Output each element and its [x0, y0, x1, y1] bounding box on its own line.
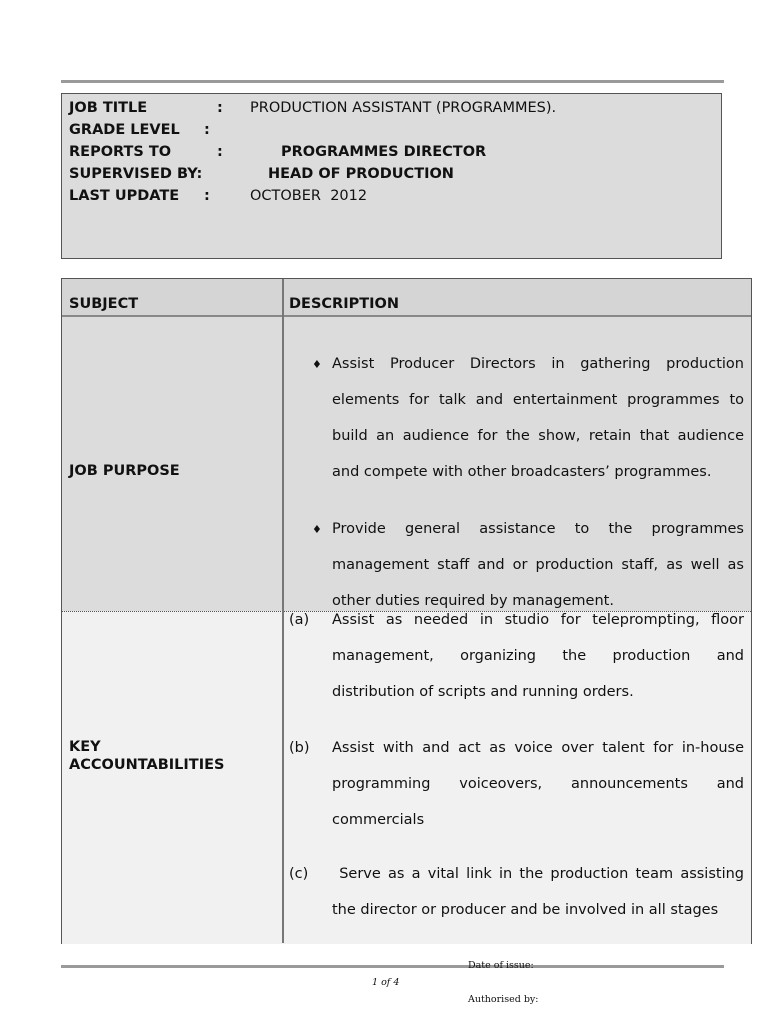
authorised-by-label: Authorised by:: [468, 994, 539, 1005]
diamond-bullet-icon: ♦: [312, 358, 322, 371]
key-accountabilities-row: [62, 611, 751, 944]
last-update-value: OCTOBER 2012: [250, 188, 368, 204]
reports-to-label: REPORTS TO: [69, 144, 172, 160]
subject-column-header: SUBJECT: [69, 296, 139, 312]
reports-to-value: PROGRAMMES DIRECTOR: [281, 144, 487, 160]
accountability-label-b: (b): [289, 740, 310, 756]
bottom-rule: [61, 965, 724, 968]
accountability-label-c: (c): [289, 866, 309, 882]
column-divider: [282, 279, 284, 943]
accountability-item-c: Serve as a vital link in the production team assisting the director or producer and be involved in all stages: [332, 866, 749, 918]
accountability-item-a: Assist as needed in studio for teleprompting, floor management, organizing the production and distribution of scripts and running orders.: [332, 612, 744, 700]
page-number: 1 of 4: [372, 977, 400, 988]
key-accountabilities-subject-line2: ACCOUNTABILITIES: [69, 757, 225, 773]
job-purpose-subject: JOB PURPOSE: [69, 463, 180, 479]
table-header-row: [62, 279, 751, 317]
supervised-by-label: SUPERVISED BY:: [69, 166, 203, 182]
grade-level-label: GRADE LEVEL: [69, 122, 180, 138]
job-purpose-bullet-1: Assist Producer Directors in gathering production elements for talk and entertainment programmes to build an audience for the show, retain that audience and compete with other broadcasters’ programmes.: [332, 356, 744, 480]
accountability-label-a: (a): [289, 612, 310, 628]
supervised-by-value: HEAD OF PRODUCTION: [268, 166, 454, 182]
description-column-header: DESCRIPTION: [289, 296, 399, 312]
last-update-label: LAST UPDATE: [69, 188, 180, 204]
date-of-issue-label: Date of issue:: [468, 960, 534, 971]
top-rule: [61, 80, 724, 83]
job-description-table: [61, 278, 752, 944]
grade-level-colon: :: [204, 122, 210, 138]
key-accountabilities-subject-line1: KEY: [69, 739, 101, 755]
diamond-bullet-icon: ♦: [312, 523, 322, 536]
accountability-item-b: Assist with and act as voice over talent for in-house programming voiceovers, announcements and commercials: [332, 740, 744, 828]
job-purpose-row: [62, 317, 751, 611]
last-update-colon: :: [204, 188, 210, 204]
job-header-box: [61, 93, 722, 259]
reports-to-colon: :: [217, 144, 223, 160]
job-title-colon: :: [217, 100, 223, 116]
job-purpose-bullet-2: Provide general assistance to the programmes management staff and or production staff, as well as other duties required by management.: [332, 521, 744, 609]
job-title-label: JOB TITLE: [69, 100, 148, 116]
job-title-value: PRODUCTION ASSISTANT (PROGRAMMES).: [250, 100, 557, 116]
